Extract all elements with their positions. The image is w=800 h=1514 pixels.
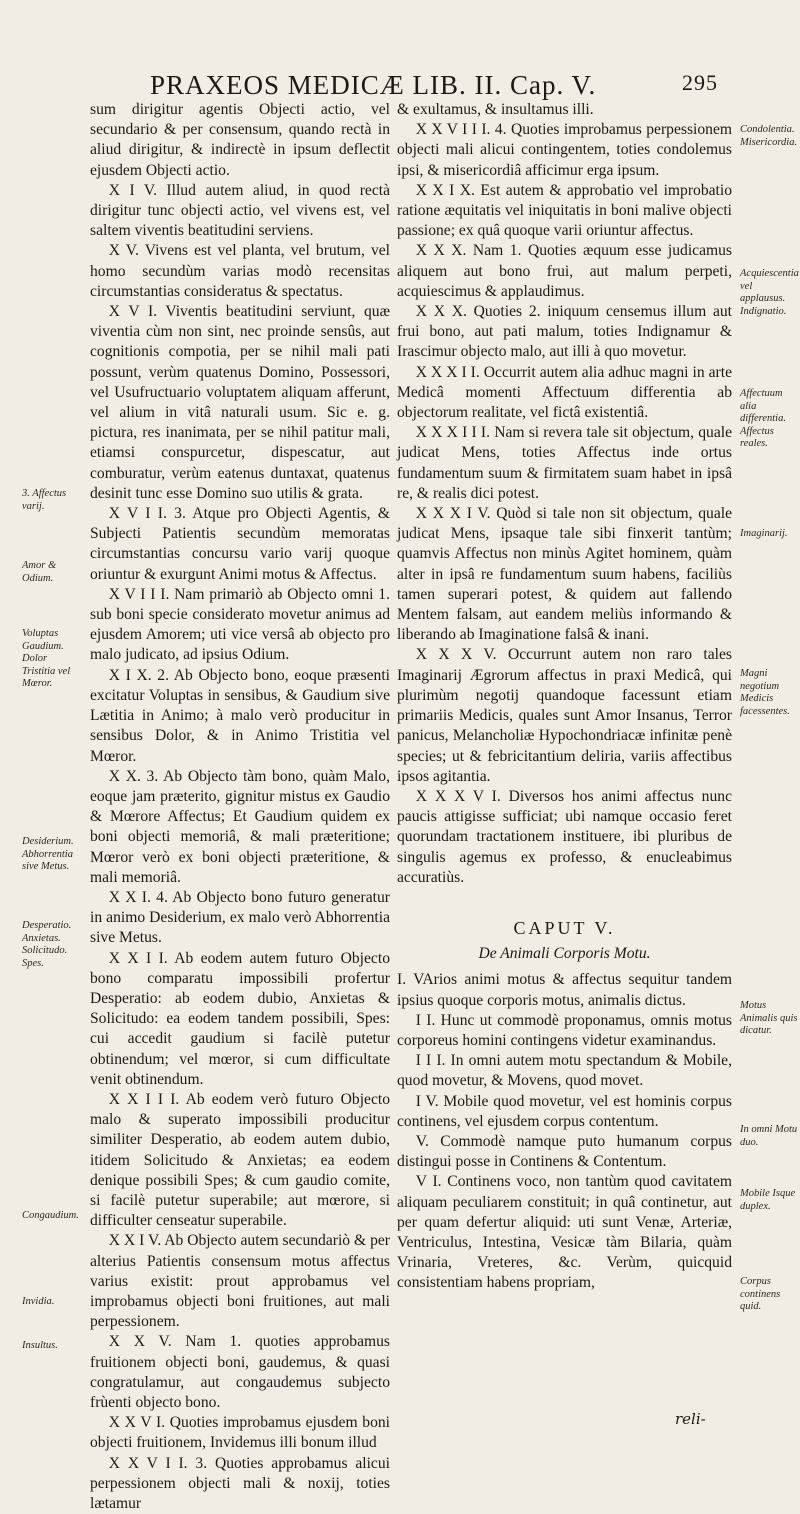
margin-gloss: Mobile Isque duplex.	[740, 1188, 796, 1212]
margin-gloss: Condolentia. Misericordia.	[740, 124, 798, 148]
paragraph: X X V. Nam 1. quoties approbamus fruitionem objecti boni, gaudemus, & quasi congratulamur, aut congaudemus subjecto frùenti objecto bono.	[90, 1333, 390, 1411]
right-column	[397, 100, 732, 1294]
paragraph: I I I. In omni autem motu spectandum & Mobile, quod movetur, & Movens, quod movet.	[397, 1052, 732, 1090]
margin-gloss: Imaginarij.	[740, 528, 788, 539]
paragraph: X X I. 4. Ab Objecto bono futuro generatur in animo Desiderium, ex malo verò Abhorrentia sive Metus.	[90, 888, 390, 947]
margin-gloss: Desiderium. Abhorrentia sive Metus.	[22, 836, 74, 872]
paragraph: X X X I I I. Nam si revera tale sit objectum, quale judicat Mens, toties Affectus inde ortus fundamentum suum & firmitatem suam habet in ipsâ re, & realis dici potest.	[397, 424, 732, 502]
paragraph: V. Commodè namque puto humanum corpus distingui posse in Continens & Contentum.	[397, 1132, 732, 1171]
paragraph: X X X V I. Diversos hos animi affectus nunc paucis attigisse sufficiat; ubi namque occasio feret quorundam tractationem instituere, ibi pluribus de singulis agemus ex professo, & enucleabimus accuratiùs.	[397, 787, 732, 886]
paragraph: V I. Continens voco, non tantùm quod cavitatem aliquam peculiarem constituit; in quâ continetur, aut per quam defertur aliquid: uti sunt Venæ, Arteriæ, Ventriculus, Intestina, Vesicæ tàm Bilaria, quàm Vrinaria, Vreteres, &c. Verùm, quicquid consistentiam habens propriam,	[397, 1173, 732, 1292]
paragraph: X X I I I. Ab eodem verò futuro Objecto malo & superato impossibili producitur similiter Desperatio, ab eodem autem dubio, itidem Solicitudo & Anxietas; ea eodem denique possibili Spes; & cum gaudio comite, si facilè putetur superabile; aut mœrore, si difficulter censeatur superabile.	[90, 1090, 390, 1230]
paragraph: X X V I. Quoties improbamus ejusdem boni objecti fruitionem, Invidemus illi bonum illud	[90, 1414, 390, 1452]
paragraph: X I X. 2. Ab Objecto bono, eoque præsenti excitatur Voluptas in sensibus, & Gaudium sive Lætitia in Animo; à malo verò producitur in sensibus Dolor, & in Animo Tristitia vel Mœror.	[90, 666, 390, 765]
paragraph: X X. 3. Ab Objecto tàm bono, quàm Malo, eoque jam præterito, gignitur mistus ex Gaudio & Mœrore Affectus; Et Gaudium quidem ex boni objecti memoriâ, & mali præteritione; Mœror verò ex boni objecti præteritione, & mali memoriâ.	[90, 767, 390, 886]
margin-gloss: Acquiescentia vel applausus. Indignatio.	[740, 268, 799, 317]
paragraph: X X X. Nam 1. Quoties æquum esse judicamus aliquem aut bono frui, aut malum perpeti, acquiescimus & applaudimus.	[397, 242, 732, 300]
paragraph: I. VArios animi motus & affectus sequitur tandem ipsius quoque corporis motus, animalis dictus.	[397, 971, 732, 1009]
margin-gloss: Amor & Odium.	[22, 560, 57, 584]
running-title: PRAXEOS MEDICÆ LIB. II. Cap. V.	[150, 70, 597, 100]
paragraph: X X I I. Ab eodem autem futuro Objecto bono comparatu impossibili profertur Desperatio: ab eodem dubio, Anxietas & Solicitudo: ea eodem tandem possibili, Spes: cui accedit gaudium si facilè putetur obtinendum; vel mœror, si cum difficultate venit obtinendum.	[90, 949, 390, 1088]
margin-gloss: Corpus continens quid.	[740, 1276, 781, 1312]
paragraph: X X V I I I. 4. Quoties improbamus perpessionem objecti mali alicui contingentem, toties condolemus ipsi, & misericordiâ afficimur erga ipsum.	[397, 121, 732, 179]
paragraph: X X X I I. Occurrit autem alia adhuc magni in arte Medicâ momenti Affectuum differentia ab objectorum realitate, vel fictâ existentiâ.	[397, 363, 732, 422]
paragraph: X V I I. 3. Atque pro Objecti Agentis, & Subjecti Patientis secundùm memoratas circumstantias concursu vario varij quoque oriuntur & exurgunt Animi motus & Affectus.	[90, 505, 390, 583]
paragraph: X V. Vivens est vel planta, vel brutum, vel homo secundùm varias modò recensitas circumstantias consideratus & spectatus.	[90, 242, 390, 300]
chapter-heading: CAPUT V.	[513, 917, 616, 938]
margin-gloss: Voluptas Gaudium. Dolor Tristitia vel Mœror.	[22, 628, 71, 689]
paragraph: X V I. Viventis beatitudini serviunt, quæ viventia cùm non sint, nec proinde sensûs, aut cognitionis compotia, per se nihil mali pati possunt, verùm quatenus Domino, Possessori, vel Usufructuario voluptatem aliquam afferunt, vel alium in vitâ naturali usum. Sic e. g. pictura, res inanimata, per se nihil patitur mali, etiamsi conspurcetur, dispescatur, aut comburatur, verùm eatenus duntaxat, quatenus desinit tunc esse Domino suo utilis & grata.	[90, 303, 390, 502]
margin-gloss: Invidia.	[22, 1296, 55, 1307]
running-header	[150, 70, 740, 101]
catchword: reli-	[675, 1410, 706, 1428]
margin-gloss: 3. Affectus varij.	[22, 488, 67, 512]
paragraph: X X I V. Ab Objecto autem secundariò & per alterius Patientis consensum motus affectus varius existit: prout approbamus vel improbamus objecti boni fruitiones, aut mali perpessionem.	[90, 1232, 390, 1331]
paragraph: X I V. Illud autem aliud, in quod rectà dirigitur tunc objecti actio, vel vivens est, vel saltem viventis beatitudini serviens.	[90, 181, 390, 240]
margin-gloss: Affectuum alia differentia. Affectus reales.	[740, 388, 786, 449]
paragraph: X X X I V. Quòd si tale non sit objectum, quale judicat Mens, ipsaque tale sibi finxerit tantùm; quamvis Affectus non minùs Agitet hominem, quàm alter in ipsâ re fundamentum suum habens, faciliùs tamen superari potest, & quidem aut fallendo Mentem falsam, aut eandem meliùs informando & liberando ab Imaginatione falsâ & inani.	[397, 505, 732, 644]
paragraph: X X V I I. 3. Quoties approbamus alicui perpessionem objecti mali & noxij, toties lætamur	[90, 1454, 390, 1513]
margin-gloss: Magni negotium Medicis facessentes.	[740, 668, 790, 717]
paragraph: X X X. Quoties 2. iniquum censemus illum aut frui bono, aut pati malum, toties Indignamur & Irascimur objecto malo, aut illi à quo movetur.	[397, 303, 732, 361]
paragraph: I V. Mobile quod movetur, vel est hominis corpus continens, vel ejusdem corpus contentum.	[397, 1092, 732, 1130]
page-number: 295	[682, 70, 718, 95]
margin-gloss: Motus Animalis quis dicatur.	[740, 1000, 798, 1036]
paragraph: & exultamus, & insultamus illi.	[397, 101, 594, 118]
left-column	[90, 100, 390, 1514]
margin-gloss: Congaudium.	[22, 1210, 79, 1221]
margin-gloss: In omni Motu duo.	[740, 1124, 798, 1148]
chapter-subtitle: De Animali Corporis Motu.	[478, 945, 651, 963]
paragraph: X V I I I. Nam primariò ab Objecto omni 1. sub boni specie considerato movetur animus ad ejusdem Amorem; uti vice versâ ab objecto pro malo judicato, ad ipsius Odium.	[90, 585, 390, 664]
paragraph: X X I X. Est autem & approbatio vel improbatio ratione æquitatis vel iniquitatis in boni malive objecti passione; ex quâ quoque varii oriuntur affectus.	[397, 181, 732, 240]
paragraph: X X X V. Occurrunt autem non raro tales Imaginarij Ægrorum affectus in praxi Medicâ, qui plurimùm negotij quandoque facessunt etiam primariis Medicis, quales sunt Amor Insanus, Terror panicus, Melancholiæ Hypochondriacæ infinitæ penè species; ut & febricitantium deliria, variis affectibus ipsos agitantia.	[397, 646, 732, 785]
paragraph: I I. Hunc ut commodè proponamus, omnis motus corporeus homini contingens videtur examinandus.	[397, 1011, 732, 1049]
margin-gloss: Insultus.	[22, 1340, 58, 1351]
paragraph: sum dirigitur agentis Objecti actio, vel secundario & per consensum, quando rectà in aliud dirigitur, & indirectè in ipsum deflectit ejusdem Objecti actio.	[90, 101, 390, 179]
margin-gloss: Desperatio. Anxietas. Solicitudo. Spes.	[22, 920, 72, 969]
